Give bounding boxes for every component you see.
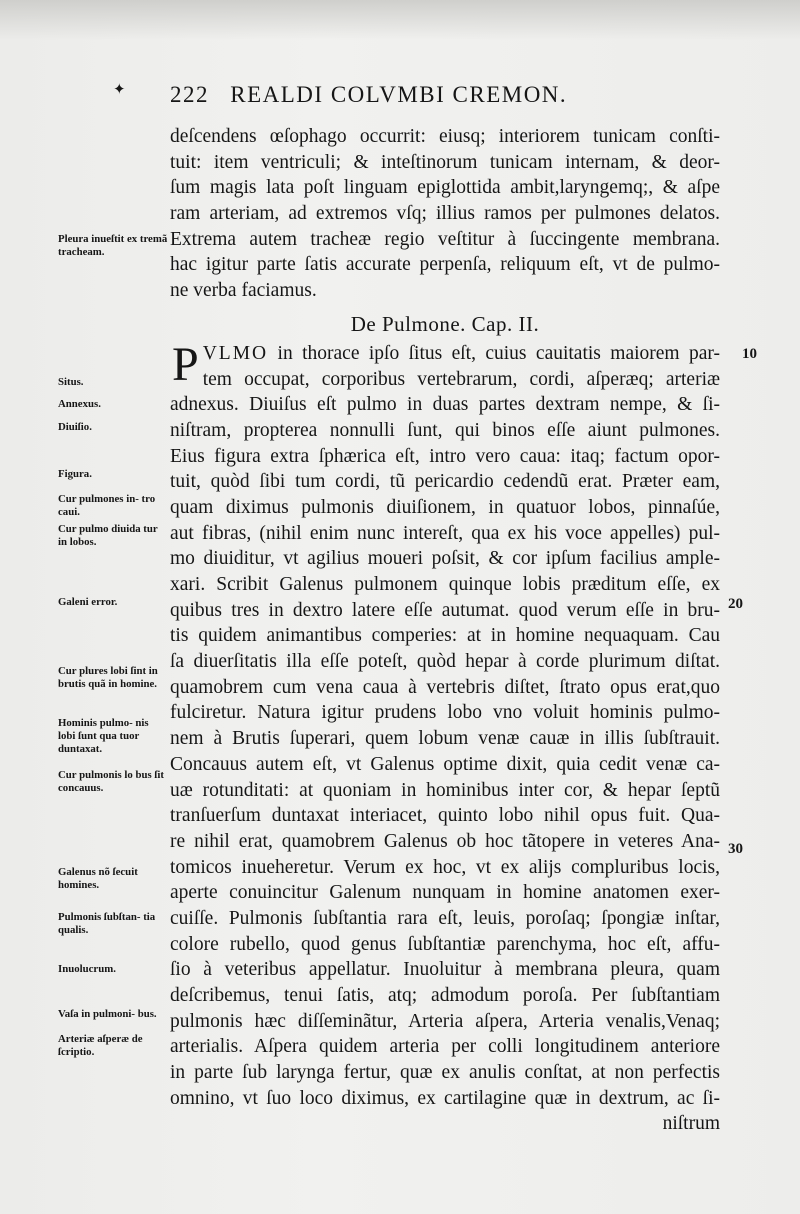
line-number: 30 xyxy=(728,841,743,857)
text-line: ram arteriam, ad extremos vſq; illius ramos per pulmones delatos. xyxy=(170,203,720,225)
text-line: tuit, quòd ſibi tum cordi, tũ pericardio cedendũ erat. Præter eam, xyxy=(170,471,720,493)
margin-note: Galeni error. xyxy=(58,596,118,608)
text-line: quamobrem cum vena caua à vertebris diſtet, ſtrato opus erat,quo xyxy=(170,676,720,698)
printer-mark: ✦ xyxy=(113,82,126,98)
text-line: adnexus. Diuiſus eſt pulmo in duas partes dextram nempe, & ſi- xyxy=(170,394,720,416)
running-title: REALDI COLVMBI CREMON. xyxy=(230,82,568,107)
chapter-heading: De Pulmone. Cap. II. xyxy=(350,311,540,336)
text-line: quibus tres in dextro latere eſſe autumat. quod verum eſſe in bru- xyxy=(170,599,720,621)
text-line: ne verba faciamus. xyxy=(170,280,317,302)
text-line: colore rubello, quod genus ſubſtantiæ parenchyma, hoc eſt, affu- xyxy=(170,933,720,955)
margin-note: Vaſa in pulmoni- bus. xyxy=(58,1008,157,1020)
margin-note: Cur pulmonis lo bus ſit concauus. xyxy=(58,769,165,794)
margin-note: Cur plures lobi ſint in brutis quã in homine. xyxy=(58,665,158,690)
text-line: fulciretur. Natura igitur prudens lobo vno voluit hominis pulmo- xyxy=(170,702,720,724)
text-block-chapter xyxy=(170,392,720,1111)
text-line: hac igitur parte ſatis accurate perpenſa, reliquum eſt, vt de pulmo- xyxy=(170,254,720,276)
line-number: 20 xyxy=(728,596,743,612)
running-header xyxy=(170,82,640,108)
text-line: quam diximus pulmonis diuiſionem, in quatuor lobos, pinnaſúe, xyxy=(170,496,720,518)
text-line: aperte conuincitur Galenum nunquam in homine anatomen exer- xyxy=(170,882,720,904)
text-line: uæ rotunditati: at quoniam in hominibus inter cor, & hepar ſeptũ xyxy=(170,779,720,801)
text-block-top xyxy=(170,124,720,304)
text-line: Concauus autem eſt, vt Galenus optime dixit, quia cedit venæ ca- xyxy=(170,753,720,775)
text-line: aut fibras, (nihil enim nunc intereſt, qua ex his voce appelles) pul- xyxy=(170,522,720,544)
margin-note: Arteriæ aſperæ de ſcriptio. xyxy=(58,1033,143,1058)
text-line: Eius figura extra ſphærica eſt, intro vero caua: itaq; factum opor- xyxy=(170,445,720,467)
line-number: 10 xyxy=(742,346,757,362)
text-line: Extrema autem tracheæ regio veſtitur à ſuccingente membrana. xyxy=(170,228,720,250)
text-line: ſum magis lata poſt linguam epiglottida ambit,laryngemq;, & aſpe xyxy=(170,177,720,199)
drop-cap: P xyxy=(172,337,199,391)
first-word: VLMO xyxy=(202,342,269,364)
text-line: ſa diuerſitatis illa eſſe poteſt, quòd hepar à corde plurimum diſtat. xyxy=(170,651,720,673)
text-line: deſcendens œſophago occurrit: eiusq; interiorem tunicam conſti- xyxy=(170,126,720,147)
text-line: tis quidem animantibus comperies: at in homine nequaquam. Cau xyxy=(170,625,720,647)
chapter-opening xyxy=(170,337,720,392)
text-line: nem à Brutis ſuperari, quem lobum venæ cauæ in illis ſubſtrauit. xyxy=(170,728,720,750)
margin-note: Diuiſio. xyxy=(58,421,92,433)
text-line: tomicos inueheretur. Verum ex hoc, vt ex alijs compluribus locis, xyxy=(170,856,720,878)
margin-note: Cur pulmo diuida tur in lobos. xyxy=(58,523,158,548)
text-line: in parte ſub larynga fertur, quæ ex anulis conſtat, at non perfectis xyxy=(170,1062,720,1084)
text-line: niſtram, propterea nonnulli ſunt, qui binos eſſe aiunt pulmones. xyxy=(170,419,720,441)
page-number: 222 xyxy=(170,82,209,107)
text-line: pulmonis hæc diſſeminãtur, Arteria aſpera, Arteria venalis,Venaq; xyxy=(170,1010,720,1032)
margin-note: Figura. xyxy=(58,468,92,480)
main-text xyxy=(170,124,720,1137)
margin-note: Cur pulmones in- tro caui. xyxy=(58,493,156,518)
text-line: cuiſſe. Pulmonis ſubſtantia rara eſt, leuis, poroſaq; ſpongiæ inſtar, xyxy=(170,907,720,929)
margin-note: Pulmonis ſubſtan- tia qualis. xyxy=(58,911,156,936)
margin-note: Situs. xyxy=(58,376,84,388)
margin-note: Galenus nõ ſecuit homines. xyxy=(58,866,138,891)
margin-note: Annexus. xyxy=(58,398,101,410)
text-line: arterialis. Aſpera quidem arteria per colli longitudinem anteriore xyxy=(170,1036,720,1058)
text-line: deſcribemus, tenui ſatis, atq; admodum poroſa. Per ſubſtantiam xyxy=(170,985,720,1006)
catchword: niſtrum xyxy=(662,1113,720,1135)
page-edge-shadow xyxy=(0,0,800,40)
text-line: tranſuerſum duntaxat interiacet, quinto lobo nihil opus fuit. Qua- xyxy=(170,805,720,827)
first-line-text: in thorace ipſo ſitus eſt, cuius cauitatis maiorem par- xyxy=(277,342,720,364)
text-line: re nihil erat, quamobrem Galenus ob hoc tãtopere in veteres Ana- xyxy=(170,830,720,852)
text-line: ſio à veteribus appellatur. Inuoluitur à membrana pleura, quam xyxy=(170,959,720,981)
margin-note: Inuolucrum. xyxy=(58,963,116,975)
text-line: mo diuiditur, vt agilius moueri poſsit, & cor ipſum facilius ample- xyxy=(170,548,720,570)
text-line: omnino, vt ſuo loco diximus, ex cartilagine quæ in dextrum, ac ſi- xyxy=(170,1087,720,1109)
margin-note: Hominis pulmo- nis lobi ſunt qua tuor duntaxat. xyxy=(58,717,149,755)
margin-note: Pleura inueſtit ex tremã tracheam. xyxy=(58,233,168,258)
text-line: tuit: item ventriculi; & inteſtinorum tunicam internam, & deor- xyxy=(170,151,720,173)
text-line: xari. Scribit Galenus pulmonem quinque lobis præditum eſſe, ex xyxy=(170,574,720,595)
second-line-text: tem occupat, corporibus vertebrarum, cordi, aſperæq; arteriæ xyxy=(202,368,720,390)
